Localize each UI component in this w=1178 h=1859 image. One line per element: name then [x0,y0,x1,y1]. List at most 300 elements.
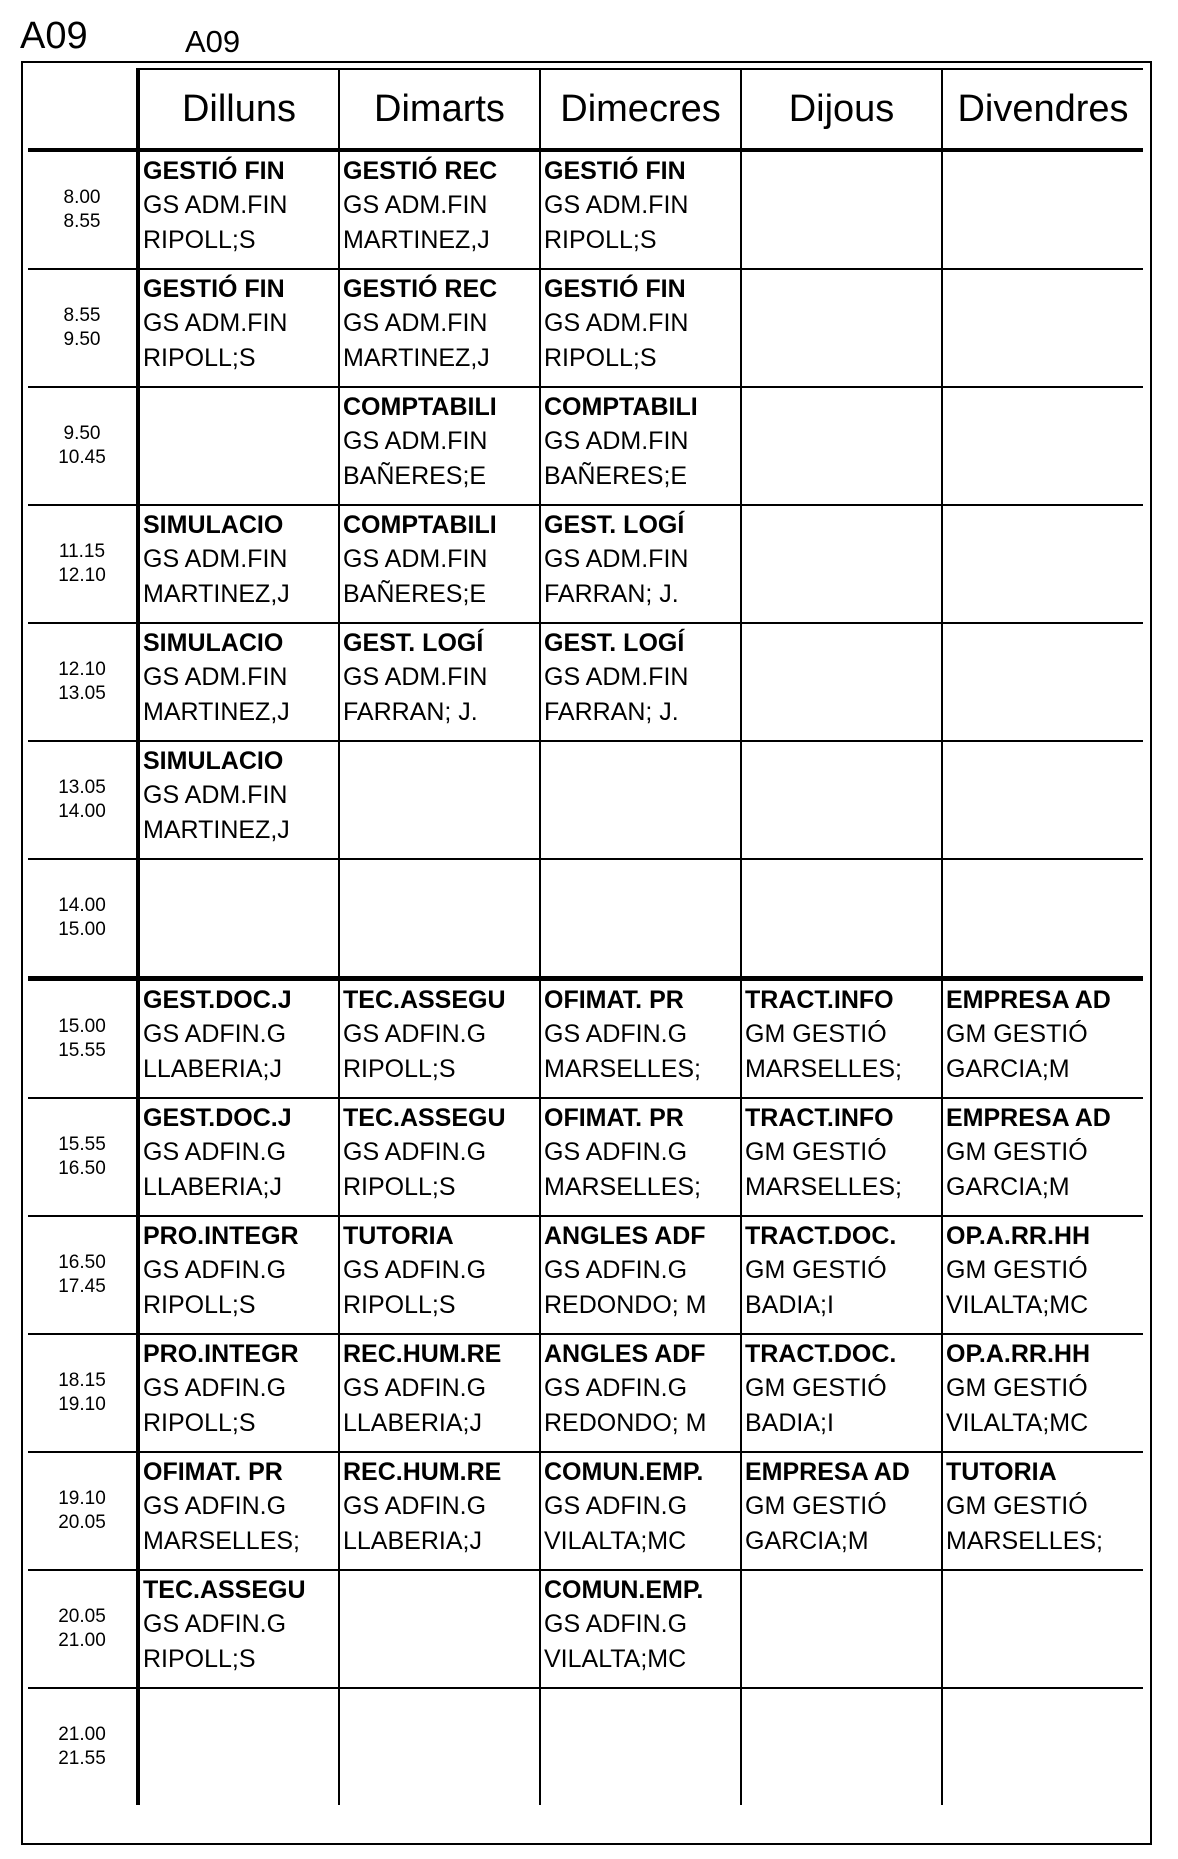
slot-start-time: 19.10 [58,1488,106,1509]
class-entry [541,270,740,376]
subject-name: ANGLES ADF [544,1340,706,1368]
time-slot [28,1452,138,1570]
subject-name: GEST. LOGÍ [343,629,484,657]
schedule-cell [540,1688,741,1805]
group-name: GS ADFIN.G [343,1020,487,1048]
teacher-name: LLABERIA;J [143,1055,282,1083]
class-entry [140,981,338,1087]
time-slot-row [28,1334,1143,1452]
schedule-cell [741,1452,942,1570]
time-slot-row [28,623,1143,741]
schedule-cell [339,979,540,1099]
class-entry [742,981,941,1087]
schedule-cell [339,1098,540,1216]
subject-name: SIMULACIO [143,747,284,775]
subject-name: GESTIÓ REC [343,275,498,303]
slot-start-time: 15.55 [58,1134,106,1155]
subject-name: TRACT.INFO [745,1104,894,1132]
class-entry [541,1099,740,1205]
subject-name: EMPRESA AD [946,1104,1111,1132]
schedule-cell [339,1216,540,1334]
teacher-name: BAÑERES;E [544,462,688,490]
teacher-name: MARTINEZ,J [343,226,490,254]
slot-end-time: 15.55 [58,1040,106,1061]
time-slot-row [28,1688,1143,1805]
teacher-name: MARSELLES; [946,1527,1104,1555]
class-entry [541,1453,740,1559]
page-title: A09 [20,15,88,57]
time-slot [28,979,138,1099]
teacher-name: GARCIA;M [745,1527,869,1555]
group-name: GS ADFIN.G [143,1492,287,1520]
teacher-name: MARTINEZ,J [143,816,290,844]
subject-name: GESTIÓ REC [343,157,498,185]
slot-start-time: 16.50 [58,1252,106,1273]
slot-start-time: 15.00 [58,1016,106,1037]
subject-name: COMUN.EMP. [544,1458,704,1486]
time-slot [28,1570,138,1688]
schedule-cell [942,1688,1143,1805]
schedule-cell [942,1216,1143,1334]
group-name: GS ADM.FIN [343,191,488,219]
group-name: GS ADFIN.G [143,1020,287,1048]
schedule-cell [741,1216,942,1334]
time-slot [28,387,138,505]
time-slot-row [28,1216,1143,1334]
group-name: GS ADM.FIN [143,781,288,809]
teacher-name: GARCIA;M [946,1055,1070,1083]
time-slot-row [28,1452,1143,1570]
slot-start-time: 18.15 [58,1370,106,1391]
group-name: GM GESTIÓ [946,1374,1088,1402]
time-slot [28,269,138,387]
group-name: GS ADM.FIN [544,191,689,219]
schedule-cell [540,1570,741,1688]
schedule-cell [741,150,942,269]
schedule-cell [741,741,942,859]
subject-name: TRACT.DOC. [745,1340,897,1368]
schedule-cell [138,979,339,1099]
subject-name: OP.A.RR.HH [946,1222,1091,1250]
class-entry [541,152,740,258]
subject-name: ANGLES ADF [544,1222,706,1250]
subject-name: GESTIÓ FIN [143,157,285,185]
subject-name: GEST. LOGÍ [544,511,685,539]
schedule-cell [741,1334,942,1452]
group-name: GS ADFIN.G [544,1256,688,1284]
schedule-cell [339,859,540,979]
subject-name: EMPRESA AD [946,986,1111,1014]
schedule-cell [741,859,942,979]
class-entry [541,1571,740,1677]
teacher-name: MARTINEZ,J [143,698,290,726]
class-entry [140,742,338,848]
subject-name: REC.HUM.RE [343,1340,502,1368]
teacher-name: VILALTA;MC [544,1527,687,1555]
subject-name: GEST. LOGÍ [544,629,685,657]
group-name: GS ADM.FIN [544,545,689,573]
teacher-name: BAÑERES;E [343,462,487,490]
teacher-name: MARTINEZ,J [343,344,490,372]
class-entry [742,1335,941,1441]
class-entry [943,1099,1143,1205]
time-slot [28,623,138,741]
subject-name: TUTORIA [343,1222,454,1250]
group-name: GS ADFIN.G [343,1138,487,1166]
schedule-cell [540,1216,741,1334]
time-slot-row [28,1098,1143,1216]
subject-name: GESTIÓ FIN [143,275,285,303]
class-entry [340,1217,539,1323]
teacher-name: RIPOLL;S [143,344,256,372]
schedule-cell [138,1688,339,1805]
time-slot-row [28,1570,1143,1688]
time-slot [28,150,138,269]
schedule-cell [741,505,942,623]
subject-name: GESTIÓ FIN [544,275,686,303]
teacher-name: BADIA;I [745,1291,834,1319]
group-name: GS ADM.FIN [544,309,689,337]
schedule-cell [741,979,942,1099]
slot-start-time: 11.15 [58,541,106,562]
slot-start-time: 8.55 [63,305,101,326]
group-name: GS ADFIN.G [343,1374,487,1402]
schedule-cell [741,1688,942,1805]
schedule-cell [942,150,1143,269]
slot-end-time: 15.00 [58,919,106,940]
class-entry [742,1099,941,1205]
corner-cell [28,69,138,150]
teacher-name: BAÑERES;E [343,580,487,608]
time-slot-row [28,387,1143,505]
class-entry [340,1453,539,1559]
schedule-cell [339,150,540,269]
group-name: GS ADFIN.G [544,1492,688,1520]
teacher-name: MARTINEZ,J [143,580,290,608]
teacher-name: RIPOLL;S [544,344,657,372]
slot-start-time: 9.50 [63,423,101,444]
group-name: GS ADFIN.G [544,1374,688,1402]
class-entry [340,981,539,1087]
time-slot-row [28,269,1143,387]
slot-end-time: 21.00 [58,1630,106,1651]
schedule-cell [540,1452,741,1570]
subject-name: PRO.INTEGR [143,1340,299,1368]
schedule-cell [741,1570,942,1688]
group-name: GS ADM.FIN [343,309,488,337]
group-name: GM GESTIÓ [946,1256,1088,1284]
slot-end-time: 20.05 [58,1512,106,1533]
subject-name: COMPTABILI [343,511,497,539]
class-entry [541,624,740,730]
time-slot-row [28,979,1143,1099]
teacher-name: FARRAN; J. [544,698,679,726]
schedule-table [28,68,1143,1805]
schedule-cell [138,269,339,387]
class-entry [340,1335,539,1441]
class-entry [140,270,338,376]
schedule-cell [540,387,741,505]
slot-start-time: 13.05 [58,777,106,798]
schedule-cell [741,623,942,741]
schedule-cell [942,741,1143,859]
schedule-cell [942,1334,1143,1452]
teacher-name: REDONDO; M [544,1291,707,1319]
teacher-name: LLABERIA;J [343,1409,482,1437]
time-slot-row [28,741,1143,859]
time-slot [28,741,138,859]
slot-end-time: 9.50 [63,329,101,350]
teacher-name: RIPOLL;S [143,1291,256,1319]
group-name: GM GESTIÓ [745,1256,887,1284]
slot-end-time: 8.55 [63,211,101,232]
day-header-thursday: Dijous [741,69,942,150]
teacher-name: BADIA;I [745,1409,834,1437]
schedule-cell [741,269,942,387]
subject-name: GEST.DOC.J [143,1104,292,1132]
teacher-name: RIPOLL;S [343,1173,456,1201]
group-name: GM GESTIÓ [745,1492,887,1520]
class-entry [140,506,338,612]
schedule-cell [339,741,540,859]
schedule-cell [339,269,540,387]
schedule-cell [942,269,1143,387]
class-entry [340,624,539,730]
schedule-cell [138,859,339,979]
schedule-cell [138,1334,339,1452]
slot-end-time: 14.00 [58,801,106,822]
day-header-tuesday: Dimarts [339,69,540,150]
schedule-cell [942,387,1143,505]
schedule-cell [138,150,339,269]
schedule-cell [138,1216,339,1334]
group-name: GS ADFIN.G [544,1020,688,1048]
teacher-name: LLABERIA;J [343,1527,482,1555]
class-entry [541,506,740,612]
group-name: GM GESTIÓ [745,1138,887,1166]
slot-start-time: 21.00 [58,1724,106,1745]
schedule-cell [138,1452,339,1570]
subject-name: TEC.ASSEGU [343,986,506,1014]
schedule-cell [942,979,1143,1099]
day-header-wednesday: Dimecres [540,69,741,150]
teacher-name: GARCIA;M [946,1173,1070,1201]
slot-end-time: 16.50 [58,1158,106,1179]
subject-name: SIMULACIO [143,629,284,657]
slot-start-time: 20.05 [58,1606,106,1627]
schedule-cell [138,623,339,741]
schedule-cell [540,623,741,741]
teacher-name: RIPOLL;S [343,1291,456,1319]
schedule-cell [741,387,942,505]
teacher-name: RIPOLL;S [143,1645,256,1673]
day-header-monday: Dilluns [138,69,339,150]
time-slot [28,505,138,623]
class-entry [140,1217,338,1323]
class-entry [943,1453,1143,1559]
teacher-name: LLABERIA;J [143,1173,282,1201]
class-entry [742,1453,941,1559]
subject-name: COMPTABILI [343,393,497,421]
class-entry [140,1571,338,1677]
subject-name: TRACT.INFO [745,986,894,1014]
slot-start-time: 14.00 [58,895,106,916]
subject-name: OFIMAT. PR [544,1104,684,1132]
schedule-cell [942,859,1143,979]
group-name: GM GESTIÓ [946,1138,1088,1166]
schedule-cell [540,150,741,269]
slot-end-time: 13.05 [58,683,106,704]
group-name: GS ADFIN.G [544,1610,688,1638]
subject-name: GEST.DOC.J [143,986,292,1014]
teacher-name: RIPOLL;S [343,1055,456,1083]
class-entry [943,1217,1143,1323]
class-entry [340,506,539,612]
time-slot [28,1098,138,1216]
group-name: GS ADM.FIN [343,427,488,455]
teacher-name: RIPOLL;S [143,1409,256,1437]
teacher-name: MARSELLES; [544,1055,702,1083]
schedule-cell [540,741,741,859]
class-entry [140,624,338,730]
teacher-name: FARRAN; J. [343,698,478,726]
class-entry [541,981,740,1087]
group-name: GS ADFIN.G [343,1256,487,1284]
schedule-cell [138,1570,339,1688]
schedule-cell [339,623,540,741]
schedule-cell [138,387,339,505]
header-row [28,69,1143,150]
group-name: GS ADFIN.G [343,1492,487,1520]
subject-name: OP.A.RR.HH [946,1340,1091,1368]
schedule-cell [138,1098,339,1216]
subject-name: COMPTABILI [544,393,698,421]
teacher-name: MARSELLES; [143,1527,301,1555]
time-slot-row [28,859,1143,979]
schedule-body [28,150,1143,1805]
group-name: GM GESTIÓ [946,1492,1088,1520]
schedule-cell [138,505,339,623]
class-entry [541,1335,740,1441]
group-name: GS ADM.FIN [143,309,288,337]
schedule-cell [339,1570,540,1688]
slot-end-time: 19.10 [58,1394,106,1415]
class-entry [340,270,539,376]
teacher-name: MARSELLES; [544,1173,702,1201]
schedule-cell [942,505,1143,623]
subject-name: REC.HUM.RE [343,1458,502,1486]
class-entry [340,388,539,494]
subject-name: OFIMAT. PR [544,986,684,1014]
schedule-cell [339,1688,540,1805]
class-entry [140,152,338,258]
subject-name: COMUN.EMP. [544,1576,704,1604]
slot-start-time: 8.00 [63,187,101,208]
group-name: GS ADM.FIN [143,663,288,691]
schedule-cell [540,269,741,387]
class-entry [140,1099,338,1205]
class-entry [742,1217,941,1323]
subject-name: GESTIÓ FIN [544,157,686,185]
class-entry [140,1335,338,1441]
subject-name: TEC.ASSEGU [143,1576,306,1604]
subject-name: SIMULACIO [143,511,284,539]
group-name: GS ADM.FIN [544,663,689,691]
subject-name: PRO.INTEGR [143,1222,299,1250]
time-slot [28,1688,138,1805]
slot-end-time: 17.45 [58,1276,106,1297]
class-entry [340,152,539,258]
group-name: GM GESTIÓ [745,1020,887,1048]
slot-end-time: 10.45 [58,447,106,468]
schedule-cell [942,1570,1143,1688]
group-name: GS ADM.FIN [143,191,288,219]
schedule-cell [339,505,540,623]
group-name: GS ADFIN.G [544,1138,688,1166]
subject-name: EMPRESA AD [745,1458,910,1486]
schedule-cell [339,1334,540,1452]
teacher-name: MARSELLES; [745,1055,903,1083]
schedule-cell [339,387,540,505]
group-name: GS ADFIN.G [143,1256,287,1284]
teacher-name: VILALTA;MC [544,1645,687,1673]
teacher-name: MARSELLES; [745,1173,903,1201]
group-name: GS ADM.FIN [544,427,689,455]
schedule-cell [942,623,1143,741]
slot-end-time: 12.10 [58,565,106,586]
schedule-cell [540,859,741,979]
time-slot [28,859,138,979]
group-name: GM GESTIÓ [745,1374,887,1402]
time-slot-row [28,150,1143,269]
teacher-name: RIPOLL;S [143,226,256,254]
group-name: GS ADM.FIN [143,545,288,573]
group-name: GS ADFIN.G [143,1610,287,1638]
subject-name: TRACT.DOC. [745,1222,897,1250]
class-entry [943,1335,1143,1441]
schedule-cell [540,1334,741,1452]
slot-start-time: 12.10 [58,659,106,680]
group-name: GS ADM.FIN [343,663,488,691]
schedule-cell [942,1452,1143,1570]
room-label: A09 [185,24,241,59]
schedule-cell [540,505,741,623]
class-entry [541,388,740,494]
time-slot [28,1334,138,1452]
teacher-name: RIPOLL;S [544,226,657,254]
schedule-cell [540,979,741,1099]
time-slot [28,1216,138,1334]
time-slot-row [28,505,1143,623]
subject-name: OFIMAT. PR [143,1458,283,1486]
class-entry [541,1217,740,1323]
class-entry [140,1453,338,1559]
class-entry [943,981,1143,1087]
group-name: GS ADFIN.G [143,1138,287,1166]
group-name: GM GESTIÓ [946,1020,1088,1048]
teacher-name: REDONDO; M [544,1409,707,1437]
schedule-cell [138,741,339,859]
class-entry [340,1099,539,1205]
group-name: GS ADM.FIN [343,545,488,573]
schedule-cell [741,1098,942,1216]
teacher-name: VILALTA;MC [946,1409,1089,1437]
subject-name: TUTORIA [946,1458,1057,1486]
schedule-cell [339,1452,540,1570]
schedule-cell [540,1098,741,1216]
teacher-name: FARRAN; J. [544,580,679,608]
subject-name: TEC.ASSEGU [343,1104,506,1132]
